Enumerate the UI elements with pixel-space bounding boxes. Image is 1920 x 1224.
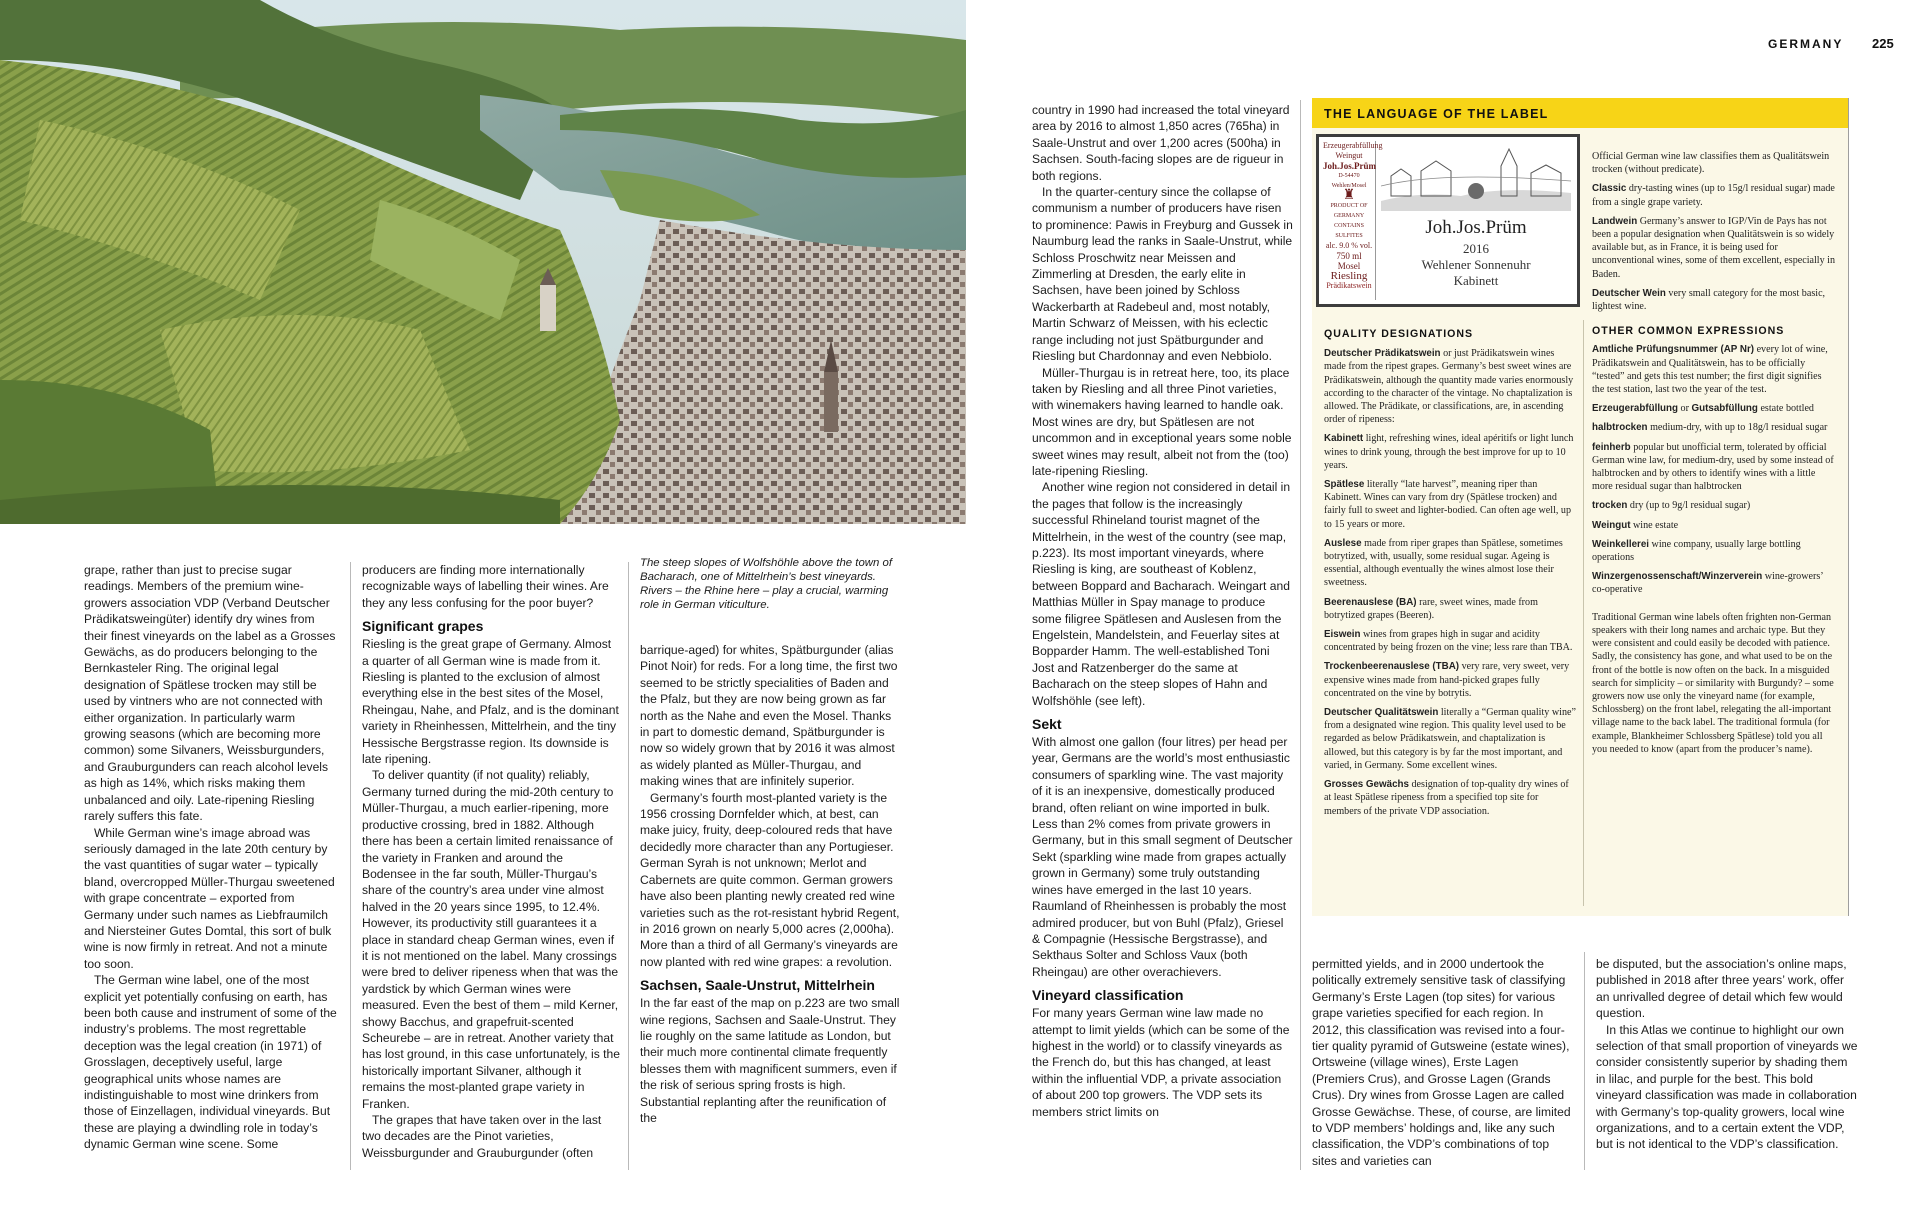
glossary-def: very small category for the most basic, lightest wine.: [1592, 287, 1826, 313]
box-left-column: [1324, 328, 1576, 824]
glossary-def: or just Prädikatswein wines made from the ripest grapes. Germany’s best sweet wines are Prädikatswein, although the quantity made varies enormously according to the character of the vintage. No chaptalization is allowed. The Prädikate, or classifications, are, in ascending order of ripeness:: [1324, 348, 1574, 426]
paragraph: producers are finding more internationally recognizable ways of labelling their wines. Are they any less confusing for the poor buyer?: [362, 563, 609, 610]
subheading-other-expressions: OTHER COMMON EXPRESSIONS: [1592, 325, 1785, 338]
glossary-def: dry (up to 9g/l residual sugar): [1629, 500, 1751, 512]
glossary-connector: or: [1680, 403, 1689, 415]
paragraph: In this Atlas we continue to highlight our own selection of that small proportion of vineyards we consider consistently superior by shading them in lilac, and purple for the best. This bold vineyard classification was made in collaboration with Germany’s top-quality growers, local wine organizations, and to a certain extent the VDP, but is not identical to the VDP’s classification.: [1596, 1022, 1858, 1152]
box-column-divider: [1583, 320, 1584, 906]
glossary-term: feinherb: [1592, 441, 1631, 453]
glossary-def: medium-dry, with up to 18g/l residual sugar: [1650, 422, 1828, 434]
text-column-6: [1596, 956, 1858, 1153]
section-heading-sekt: Sekt: [1032, 716, 1062, 733]
label-line: PRODUCT OF GERMANY: [1330, 203, 1368, 219]
glossary-term: Winzergenossenschaft/Winzerverein: [1592, 571, 1763, 583]
glossary-def: wine estate: [1633, 519, 1679, 531]
column-divider: [350, 562, 351, 1170]
box-right-column: [1592, 150, 1836, 762]
glossary-def: wines from grapes high in sugar and acidity concentrated by being frozen on the vine; less rare than TBA.: [1324, 629, 1573, 654]
glossary-entry: [1324, 778, 1576, 818]
glossary-term: Classic: [1592, 183, 1627, 195]
label-line: Prädikatswein: [1326, 281, 1372, 290]
glossary-def: Germany’s answer to IGP/Vin de Pays has not been a popular designation when Qualitätswein is so widely available but, as in France, it is being used for unconventional wines, some of them excellent, especially in Baden.: [1592, 215, 1836, 280]
glossary-term: Deutscher Wein: [1592, 287, 1666, 299]
glossary-entry: [1592, 499, 1836, 512]
paragraph: The German wine label, one of the most explicit yet potentially confusing on earth, has been both cause and instrument of some of the industry’s problems. The most regrettable deception was the legal creation (in 1971) of Grosslagen, deceptively useful, large geographical units whose names are indistinguishable to most wine drinkers from those of Einzellagen, individual vineyards. But these are playing a dwindling role in today’s dynamic German wine scene. Some: [84, 973, 337, 1152]
glossary-def: rare, sweet wines, made from botrytized grapes (Beeren).: [1324, 596, 1538, 621]
glossary-def: literally “late harvest”, meaning riper than Kabinett. Wines can vary from dry (Spätlese trocken) and fairly full to sweet and lighter-bodied. Can often age well, up to 15 years or more.: [1324, 479, 1572, 530]
paragraph: permitted yields, and in 2000 undertook the politically extremely sensitive task of classifying Germany’s Erste Lagen (top sites) for various grape varieties specified for each region. In 2012, this classification was revised into a four-tier quality pyramid of Gutsweine (estate wines), Ortsweine (village wines), Erste Lagen (Premiers Crus), and Grosse Lagen (Grands Crus). Dry wines from Grosse Lagen are called Grosse Gewächse. These, of course, are limited to VDP members’ holdings and, like any such classification, the VDP’s combinations of top sites and varieties can: [1312, 957, 1571, 1168]
glossary-def: estate bottled: [1760, 403, 1814, 415]
photo-caption: The steep slopes of Wolfshöhle above the town of Bacharach, one of Mittelrhein’s best vineyards. Rivers – the Rhine here – play a crucial, warming role in German viticulture.: [640, 557, 893, 611]
glossary-term: Landwein: [1592, 215, 1638, 227]
section-heading-vineyard-classification: Vineyard classification: [1032, 987, 1184, 1004]
paragraph: To deliver quantity (if not quality) reliably, Germany turned during the mid-20th century to Müller-Thurgau, a much earlier-ripening, more productive crossing, bred in 1882. Although there has been a certain limited renaissance of the variety in Franken and around the Bodensee in the far south, Müller-Thurgau’s share of the country’s area under vine almost halved in the 20 years since 1995, to 12.4%. However, its productivity still guarantees it a place in standard cheap German wines, even if it is not mentioned on the label. Many crossings were bred to deliver ripeness when that was the yardstick by which German wines were measured. Even the best of them – mild Kerner, showy Bacchus, and grapefruit-scented Scheurebe – are in retreat. Another variety that has lost ground, in this case unfortunately, is the historically important Silvaner, although it remains the most-planted grape variety in Franken.: [362, 768, 620, 1111]
glossary-term: Deutscher Qualitätswein: [1324, 707, 1439, 719]
glossary-entry: [1592, 182, 1836, 208]
paragraph: In the far east of the map on p.223 are two small wine regions, Sachsen and Saale-Unstrut. They lie roughly on the same latitude as London, but their much more continental climate frequently blesses them with magnificent summers, even if the risk of serious spring frosts is high. Substantial replanting after the reunification of the: [640, 996, 900, 1125]
glossary-entry: [1592, 215, 1836, 281]
label-pradikat: Kabinett: [1453, 273, 1499, 288]
glossary-term: Trockenbeerenauslese (TBA): [1324, 661, 1460, 673]
box-intro: Official German wine law classifies them as Qualitätswein trocken (without predicate).: [1592, 151, 1830, 176]
glossary-entry: [1592, 287, 1836, 313]
text-column-5: [1312, 956, 1574, 1169]
subheading-quality-designations: QUALITY DESIGNATIONS: [1324, 328, 1474, 340]
text-column-1: [84, 562, 340, 1153]
paragraph: With almost one gallon (four litres) per head per year, Germans are the world’s most enthusiastic consumers of sparkling wine. The vast majority of it is an inexpensive, domestically produced brand, often reliant on wine imported in bulk. Less than 2% comes from private growers in Germany, but in this small segment of Deutscher Sekt (sparkling wine made from grapes actually grown in Germany) some truly outstanding wines have emerged in the last 10 years. Raumland of Rheinhessen is probably the most admired producer, but von Buhl (Pfalz), Griesel & Compagnie (Hessische Bergstrasse), and Sekthaus Solter and Schloss Vaux (both Rheingau) are other overachievers.: [1032, 735, 1293, 979]
glossary-term: Deutscher Prädikatswein: [1324, 348, 1441, 360]
glossary-entry: [1324, 596, 1576, 622]
glossary-entry: [1592, 421, 1836, 434]
text-column-3: [640, 642, 900, 1126]
column-divider: [628, 562, 629, 1170]
column-divider: [1584, 952, 1585, 1170]
glossary-entry: [1324, 706, 1576, 772]
paragraph: Müller-Thurgau is in retreat here, too, its place taken by Riesling and all three Pinot varieties, with winemakers having learned to handle oak. Most wines are dry, but Spätlesen are not uncommon and in exceptional years some noble sweet wines may result, albeit not from the (too) late-ripening Riesling.: [1032, 365, 1292, 478]
glossary-entry: [1324, 432, 1576, 472]
box-closing-paragraph: Traditional German wine labels often frighten non-German speakers with their long names and archaic type. But they were consistent and could easily be decoded with patience. Sadly, the consistency has gone, and what used to be on the front of the bottle is now often on the back. In a misguided search for simplicity – or similarity with Burgundy? – some growers now use only the vineyard name (for example, Schlossberg) on the front label, relegating the all-important village name to the back label. The traditional formula (for example, Blankheimer Schlossberg Spätlese) told you all you needed to know (apart from the producer’s name).: [1592, 611, 1834, 755]
glossary-term: Auslese: [1324, 537, 1362, 549]
glossary-term: Weingut: [1592, 519, 1631, 531]
column-divider: [1300, 100, 1301, 1170]
label-line: Weingut: [1335, 151, 1363, 160]
glossary-def: made from riper grapes than Spätlese, sometimes botrytized, with, usually, some residual sugar. Ageing is essential, although eventually the wines almost lose their sweetness.: [1324, 537, 1563, 589]
eagle-crest-icon: ♜: [1342, 188, 1356, 203]
glossary-entry: [1592, 402, 1836, 415]
glossary-def: very rare, very sweet, very expensive wines made from hand-picked grapes fully concentrated on the vine by botrytis.: [1324, 661, 1570, 699]
glossary-term: Gutsabfüllung: [1691, 403, 1758, 415]
box-title: THE LANGUAGE OF THE LABEL: [1324, 107, 1549, 121]
glossary-term: Eiswein: [1324, 629, 1361, 641]
label-line: Riesling: [1330, 270, 1368, 282]
glossary-entry: [1324, 478, 1576, 531]
label-line: Joh.Jos.Prüm: [1323, 161, 1377, 171]
paragraph: be disputed, but the association’s online maps, published in 2018 after three years’ work, offer an unrivalled degree of detail which few would question.: [1596, 957, 1847, 1021]
paragraph: barrique-aged) for whites, Spätburgunder (alias Pinot Noir) for reds. For a long time, the first two seemed to be strictly specialities of Baden and the Pfalz, but they are now being grown as far north as the Nahe and even the Mosel. Thanks in part to domestic demand, Spätburgunder is now so widely grown that by 2016 it was almost as widely planted as Müller-Thurgau, and making wines that are infinitely superior.: [640, 643, 898, 789]
glossary-entry: [1592, 570, 1836, 596]
glossary-def: designation of top-quality dry wines of at least Spätlese ripeness from a specified top site for members of the private VDP association.: [1324, 779, 1569, 817]
glossary-term: Erzeugerabfüllung: [1592, 403, 1679, 415]
text-column-2: [362, 562, 620, 1161]
glossary-entry: [1592, 538, 1836, 564]
text-column-4: [1032, 102, 1294, 1120]
village-engraving-icon: [1381, 141, 1571, 211]
glossary-term: Beerenauslese (BA): [1324, 596, 1417, 608]
glossary-term: Spätlese: [1324, 479, 1365, 491]
paragraph: In the quarter-century since the collapse of communism a number of producers have risen to prominence: Pawis in Freyburg and Gussek in Naumburg lead the ranks in Saale-Unstrut, while Schloss Proschwitz near Meissen and Zimmerling at Dresden, the early elite in Sachsen, have been joined by Schloss Wackerbarth at Radebeul and, most notably, Martin Schwarz of Meissen, with his eclectic range including not just Spätburgunder and Riesling but Chardonnay and even Nebbiolo.: [1032, 185, 1293, 364]
paragraph: grape, rather than just to precise sugar readings. Members of the premium wine-growers association VDP (Verband Deutscher Prädikatsweingüter) identify dry wines from their finest vineyards on the label as a Grosses Gewächs, as do producers belonging to the Bernkasteler Ring. The original legal designation of Spätlese trocken may still be used by vintners who are not connected with either organization. In particularly warm growing seasons (which are becoming more common) some Silvaners, Weissburgunders, and Grauburgunders can reach alcohol levels as high as 14%, which risks making them unbalanced and oily. Late-ripening Riesling rarely suffers this fate.: [84, 563, 336, 824]
glossary-entry: [1324, 628, 1576, 654]
section-heading-sachsen: Sachsen, Saale-Unstrut, Mittelrhein: [640, 977, 875, 994]
glossary-def: wine company, usually large bottling operations: [1592, 538, 1801, 564]
glossary-term: Kabinett: [1324, 433, 1364, 445]
label-vineyard: Wehlener Sonnenuhr: [1421, 257, 1531, 272]
vineyard-river-photo-icon: [0, 0, 966, 524]
paragraph: Germany’s fourth most-planted variety is the 1956 crossing Dornfelder which, at best, can make juicy, fruity, deep-coloured reds that have decidedly more character than any Portugieser. German Syrah is not unknown; Merlot and Cabernets are quite common. German growers have also been planting newly created red wine varieties such as the rot-resistant hybrid Regent, in 2016 grown on nearly 5,000 acres (2,000ha). More than a third of all Germany’s vineyards are now planted with red wine grapes: a revolution.: [640, 790, 900, 969]
glossary-def: dry-tasting wines (up to 15g/l residual sugar) made from a single grape variety.: [1592, 183, 1835, 208]
glossary-term: Grosses Gewächs: [1324, 779, 1409, 791]
glossary-entry: [1592, 519, 1836, 532]
label-line: CONTAINS SULFITES: [1334, 223, 1364, 239]
paragraph: Another wine region not considered in detail in the pages that follow is the increasingly successful Rhineland tourist magnet of the Mittelrhein, in the west of the country (see map, p.223). Its most important vineyards, where Riesling is king, are southeast of Koblenz, between Boppard and Bacharach. Weingart and Matthias Müller in Spay manage to produce some filigree Spätlesen and Auslesen from the Engelstein, Mandelstein, and Feuerlay sites at Bopparder Hamm. The well-established Toni Jost and Ratzenberger do the same at Bacharach on the steep slopes of Hahn and Wolfshöhle (see left).: [1032, 480, 1291, 708]
paragraph: For many years German wine law made no attempt to limit yields (which can be some of the highest in the world) or to classify vineyards as the French do, but this has changed, at least within the influential VDP, a private association of about 200 top growers. The VDP sets its members strict limits on: [1032, 1006, 1290, 1119]
glossary-def: every lot of wine, Prädikatswein and Qualitätswein, has to be officially “tested” and gets this test number; the first digit signifies the test station, last two the year of the test.: [1592, 344, 1828, 396]
glossary-entry: [1324, 347, 1576, 426]
label-line: alc. 9.0 % vol.: [1325, 241, 1373, 250]
glossary-term: halbtrocken: [1592, 422, 1648, 434]
paragraph: While German wine’s image abroad was seriously damaged in the late 20th century by the vast quantities of sugar water – typically bland, overcropped Müller-Thurgau sweetened with grape concentrate – exported from Germany under such names as Liebfraumilch and Niersteiner Gutes Domtal, this sort of bulk wine is now firmly in retreat. And not a minute too soon.: [84, 825, 335, 971]
glossary-entry: [1592, 343, 1836, 396]
section-heading-significant-grapes: Significant grapes: [362, 618, 484, 635]
glossary-def: popular but unofficial term, tolerated by official German wine law, for medium-dry, used by some instead of halbtrocken and by others to identify wines with a little more residual sugar than halbtrocken: [1592, 441, 1834, 493]
glossary-def: light, refreshing wines, ideal apéritifs or light lunch wines to drink young, through the best improve for up to 10 years.: [1324, 433, 1574, 471]
glossary-def: wine-growers’ co-operative: [1592, 571, 1823, 596]
vineyard-photo: [0, 0, 966, 524]
paragraph: country in 1990 had increased the total vineyard area by 2016 to almost 1,850 acres (765ha) in Saale-Unstrut and over 1,200 acres (500ha) in Sachsen. South-facing slopes are de rigueur in both regions.: [1032, 103, 1290, 183]
glossary-entry: [1592, 441, 1836, 494]
label-producer: Joh.Jos.Prüm: [1425, 217, 1527, 238]
paragraph: The grapes that have taken over in the last two decades are the Pinot varieties, Weissburgunder and Grauburgunder (often: [362, 1113, 602, 1160]
glossary-term: Amtliche Prüfungsnummer (AP Nr): [1592, 344, 1755, 356]
glossary-term: trocken: [1592, 500, 1628, 512]
glossary-def: literally a “German quality wine” from a designated wine region. This quality level used to be regarded as below Prädikatswein, and chaptalization is allowed, but this category is by far the most important, and varied, in Germany. Some excellent wines.: [1324, 707, 1576, 771]
paragraph: Riesling is the great grape of Germany. Almost a quarter of all German wine is made from it. Riesling is planted to the exclusion of almost everything else in the best sites of the Mosel, Rheingau, Nahe, and Pfalz, and is the dominant variety in Rheinhessen, Mittelrhein, and the tiny Hessische Bergstrasse region. Its downside is late ripening.: [362, 637, 619, 767]
label-line: D-54470 Wehlen/Mosel: [1331, 173, 1367, 189]
label-line: Erzeugerabfüllung: [1323, 141, 1383, 150]
wine-label-illustration: [1316, 134, 1580, 307]
label-line: Mosel: [1337, 261, 1361, 271]
glossary-term: Weinkellerei: [1592, 538, 1649, 550]
page-number: 225: [1872, 36, 1894, 51]
label-vintage: 2016: [1463, 241, 1489, 256]
label-side-panel: [1323, 141, 1383, 300]
glossary-entry: [1324, 537, 1576, 590]
glossary-entry: [1324, 660, 1576, 700]
label-line: 750 ml: [1336, 251, 1362, 261]
running-head: GERMANY: [1768, 37, 1844, 51]
